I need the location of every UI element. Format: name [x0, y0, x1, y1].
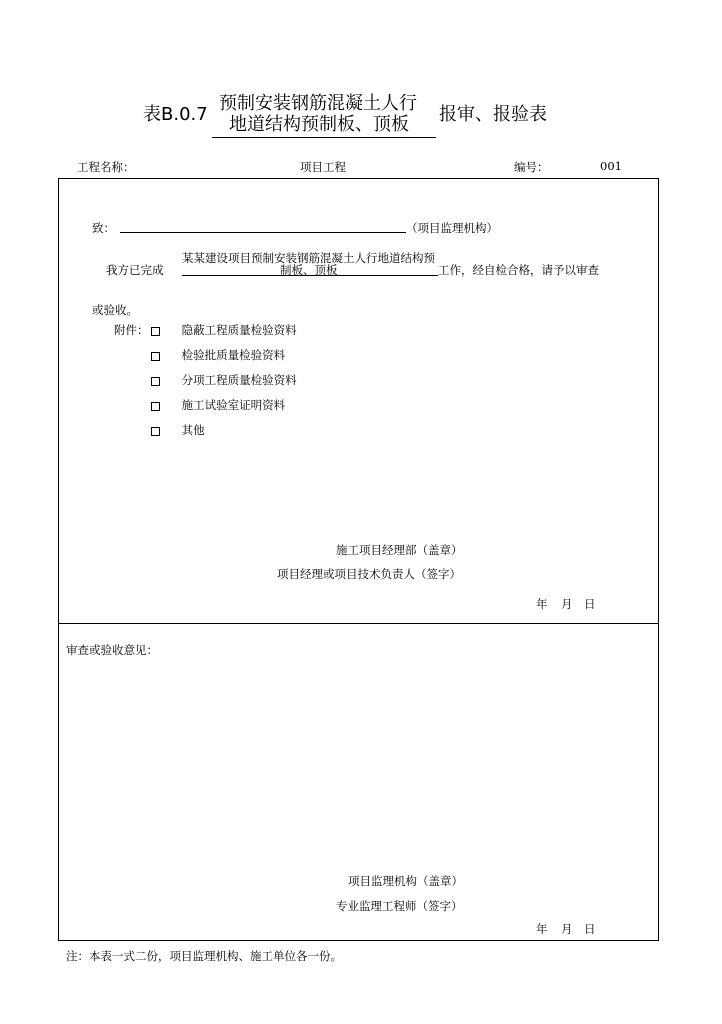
attachment-label: 施工试验室证明资料 — [181, 398, 286, 412]
checkbox-icon[interactable] — [151, 327, 160, 336]
checkbox-icon[interactable] — [151, 402, 160, 411]
attachment-item[interactable] — [151, 372, 297, 388]
manager-sign-line: 项目经理或项目技术负责人（签字） — [277, 567, 461, 581]
form-code: 表B.0.7 — [143, 104, 208, 125]
work-name-line1[interactable]: 某某建设项目预制安装钢筋混凝土人行地道结构预 — [182, 251, 435, 265]
date-day: 日 — [584, 922, 596, 936]
supervision-seal-line: 项目监理机构（盖章） — [348, 874, 463, 888]
title-underline — [212, 137, 436, 138]
form-title-line1: 预制安装钢筋混凝土人行 — [219, 93, 417, 114]
opinion-area[interactable] — [66, 662, 651, 862]
number-label: 编号： — [514, 160, 549, 174]
project-name-value[interactable]: 项目工程 — [300, 160, 346, 174]
or-accept-text: 或验收。 — [92, 303, 138, 317]
footer-note: 注：本表一式二份，项目监理机构、施工单位各一份。 — [66, 949, 342, 963]
checkbox-icon[interactable] — [151, 427, 160, 436]
form-title-suffix: 报审、报验表 — [439, 104, 547, 125]
form-title-line2: 地道结构预制板、顶板 — [229, 114, 409, 135]
date-day: 日 — [584, 597, 596, 611]
project-name-label: 工程名称： — [77, 160, 135, 174]
date-year: 年 — [536, 597, 548, 611]
work-name-line2[interactable]: 制板、顶板 — [280, 263, 338, 277]
attachment-item[interactable] — [151, 347, 285, 363]
recipient-suffix: （项目监理机构） — [406, 221, 498, 235]
attachment-item[interactable] — [151, 397, 285, 413]
attachment-item[interactable] — [151, 322, 297, 338]
engineer-sign-line: 专业监理工程师（签字） — [336, 899, 463, 913]
after-work-text: 工作，经自检合格，请予以审查 — [438, 263, 599, 277]
attachments-label: 附件： — [114, 323, 149, 337]
date-month: 月 — [561, 597, 573, 611]
date-month: 月 — [561, 922, 573, 936]
checkbox-icon[interactable] — [151, 377, 160, 386]
opinion-label: 审查或验收意见： — [66, 643, 158, 657]
attachment-label: 检验批质量检验资料 — [181, 348, 286, 362]
contractor-seal-line: 施工项目经理部（盖章） — [336, 543, 463, 557]
completed-label: 我方已完成 — [106, 263, 164, 277]
attachment-label: 隐蔽工程质量检验资料 — [181, 323, 297, 337]
to-label: 致： — [92, 221, 115, 235]
work-name-underline — [182, 275, 438, 276]
recipient-field[interactable] — [120, 232, 406, 233]
attachment-item[interactable] — [151, 422, 205, 438]
attachment-label: 分项工程质量检验资料 — [181, 373, 297, 387]
checkbox-icon[interactable] — [151, 352, 160, 361]
attachment-label: 其他 — [181, 423, 205, 437]
number-value[interactable]: 001 — [600, 159, 622, 173]
date-year: 年 — [536, 922, 548, 936]
section-divider — [58, 623, 659, 624]
